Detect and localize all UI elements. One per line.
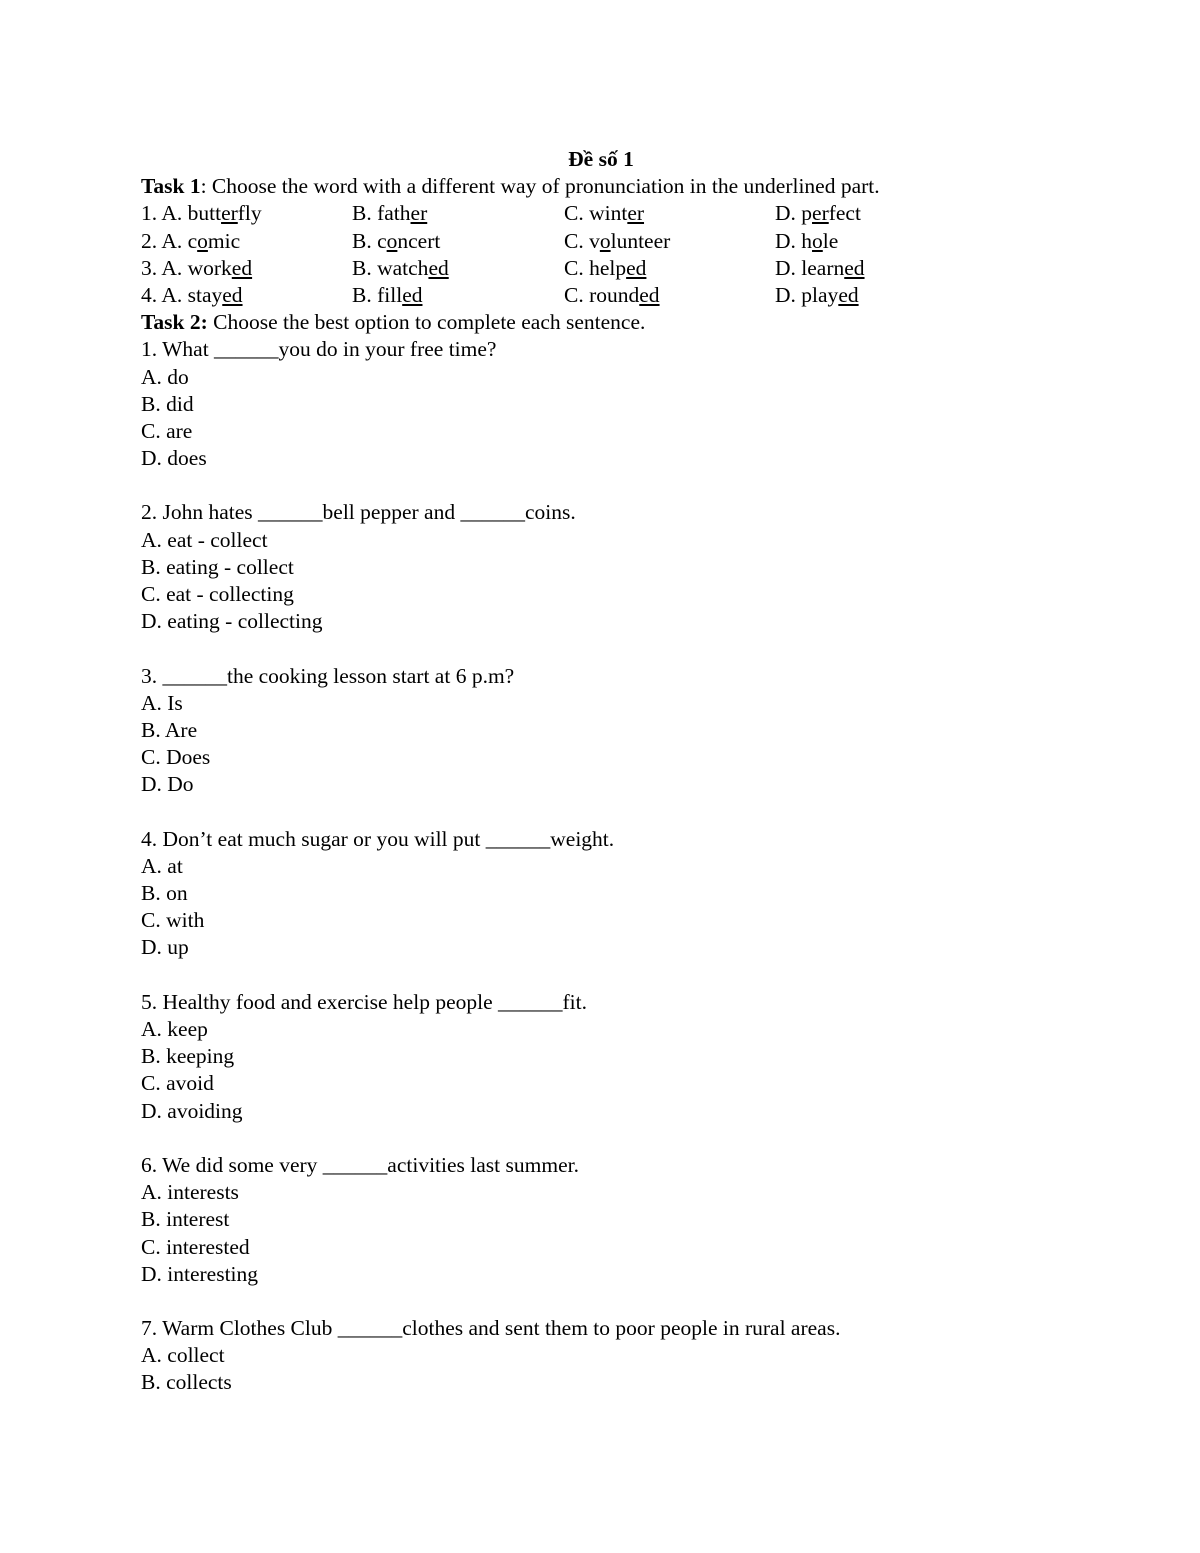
option-text: lunteer [610,228,671,253]
question-text: 1. What ______you do in your free time? [141,337,497,362]
task2-label: Task 2: [141,310,208,335]
answer-option: A. eat - collect [141,527,268,552]
task1-option [564,228,775,255]
question-text: 5. Healthy food and exercise help people ______fit. [141,989,587,1014]
question-text: 7. Warm Clothes Club ______clothes and sent them to poor people in rural areas. [141,1316,841,1341]
spacer [141,1288,1041,1315]
task1-option [141,255,352,282]
task2-question [141,499,1041,662]
option-letter: D. [775,228,802,253]
option-letter: C. [564,201,590,226]
spacer [141,1125,1041,1152]
answer-option: A. keep [141,1017,208,1041]
option-text: watch [377,255,429,280]
option-text: stay [187,282,223,307]
task1-option [352,282,564,309]
option-letter: C. [564,282,590,307]
answer-option: C. avoid [141,1071,214,1096]
task1-option [141,200,352,227]
option-text: le [822,228,839,253]
answer-option: D. interesting [141,1261,259,1286]
answer-option: B. eating - collect [141,554,294,579]
answer-option: B. on [141,881,188,906]
option-underlined-part: o [599,228,611,253]
option-letter: B. [352,201,378,226]
task2-question [141,663,1041,826]
task2-instruction: Choose the best option to complete each sentence. [207,310,646,335]
task1-option [775,282,975,309]
answer-option: B. collects [141,1370,232,1395]
option-text: play [801,282,839,307]
task1-option [352,255,564,282]
answer-option: C. are [141,418,193,443]
option-underlined-part: ed [402,282,423,307]
answer-option: C. eat - collecting [141,582,294,606]
task1-question-row [141,200,1041,227]
task1-question-number: 4. [141,282,162,307]
option-underlined-part: ed [639,282,660,307]
option-text: mic [207,228,241,253]
option-letter: D. [775,255,802,280]
task2-question [141,1315,1041,1397]
answer-option: D. eating - collecting [141,609,323,634]
answer-option: A. interests [141,1180,239,1205]
task1-question-number: 3. [141,255,162,280]
option-text: work [187,255,232,280]
option-text: ncert [397,228,441,253]
answer-option: C. interested [141,1234,250,1259]
option-text: fect [828,201,861,226]
option-text: round [589,282,640,307]
question-text: 4. Don’t eat much sugar or you will put ______weight. [141,826,615,851]
task1-option [564,282,775,309]
option-letter: B. [352,282,378,307]
task1-question-number: 2. [141,228,162,253]
answer-option: D. avoiding [141,1098,243,1123]
option-text: help [589,255,627,280]
spacer [141,962,1041,989]
task2-question [141,826,1041,989]
question-text: 6. We did some very ______activities last summer. [141,1152,579,1177]
option-underlined-part: er [812,201,829,226]
answer-option: A. do [141,364,189,389]
spacer [141,635,1041,662]
answer-option: A. collect [141,1343,225,1368]
task1-option [564,255,775,282]
option-text: p [801,201,813,226]
option-letter: A. [161,282,188,307]
option-letter: A. [161,201,188,226]
answer-option: A. Is [141,690,183,715]
task2-heading [141,309,1041,336]
answer-option: B. keeping [141,1044,235,1069]
task1-option [352,200,564,227]
task2-question [141,1152,1041,1315]
task1-heading [141,173,1041,200]
answer-option: B. Are [141,717,198,742]
option-letter: C. [564,255,590,280]
task1-question-row [141,255,1041,282]
option-text: fill [377,282,403,307]
option-underlined-part: o [386,228,398,253]
option-underlined-part: er [627,201,645,226]
task1-option [141,228,352,255]
task1-option [775,200,975,227]
option-underlined-part: er [410,201,428,226]
option-underlined-part: ed [222,282,243,307]
task2-question [141,989,1041,1152]
option-letter: C. [564,228,590,253]
document-title: Đề số 1 [568,147,634,171]
option-text: butt [187,201,222,226]
option-letter: B. [352,228,378,253]
answer-option: C. with [141,908,205,933]
option-text: v [589,228,600,253]
task1-option [775,255,975,282]
option-letter: D. [775,282,802,307]
option-underlined-part: ed [428,255,449,280]
task2-question-list [141,336,1041,1396]
option-underlined-part: ed [838,282,859,307]
task1-option [775,228,975,255]
option-text: learn [801,255,845,280]
option-underlined-part: o [812,228,823,253]
task2-question [141,336,1041,499]
task1-question-number: 1. [141,201,162,226]
option-text: fath [377,201,411,226]
task1-label: Task 1 [141,174,201,199]
option-letter: D. [775,201,802,226]
option-underlined-part: er [221,201,238,226]
task1-instruction: : Choose the word with a different way of pronunciation in the underlined part. [200,174,880,199]
option-letter: A. [161,228,188,253]
task1-option [141,282,352,309]
task1-question-row [141,228,1041,255]
answer-option: D. does [141,446,207,471]
task1-option [352,228,564,255]
answer-option: B. did [141,391,194,416]
task1-question-list [141,200,1041,309]
spacer [141,799,1041,826]
option-underlined-part: ed [231,255,253,280]
answer-option: C. Does [141,745,211,770]
option-letter: A. [161,255,188,280]
exercise-document [141,146,1041,1397]
question-text: 3. ______the cooking lesson start at 6 p.m? [141,663,515,688]
option-letter: B. [352,255,378,280]
option-text: c [187,228,198,253]
spacer [141,472,1041,499]
option-underlined-part: o [197,228,208,253]
option-underlined-part: ed [844,255,865,280]
answer-option: D. Do [141,772,194,797]
option-text: h [801,228,813,253]
option-text: c [377,228,387,253]
task1-question-row [141,282,1041,309]
option-underlined-part: ed [626,255,647,280]
option-text: fly [237,201,262,226]
answer-option: B. interest [141,1207,230,1232]
question-text: 2. John hates ______bell pepper and ______coins. [141,500,576,525]
answer-option: A. at [141,853,183,878]
answer-option: D. up [141,935,189,960]
option-text: wint [589,201,628,226]
task1-option [564,200,775,227]
